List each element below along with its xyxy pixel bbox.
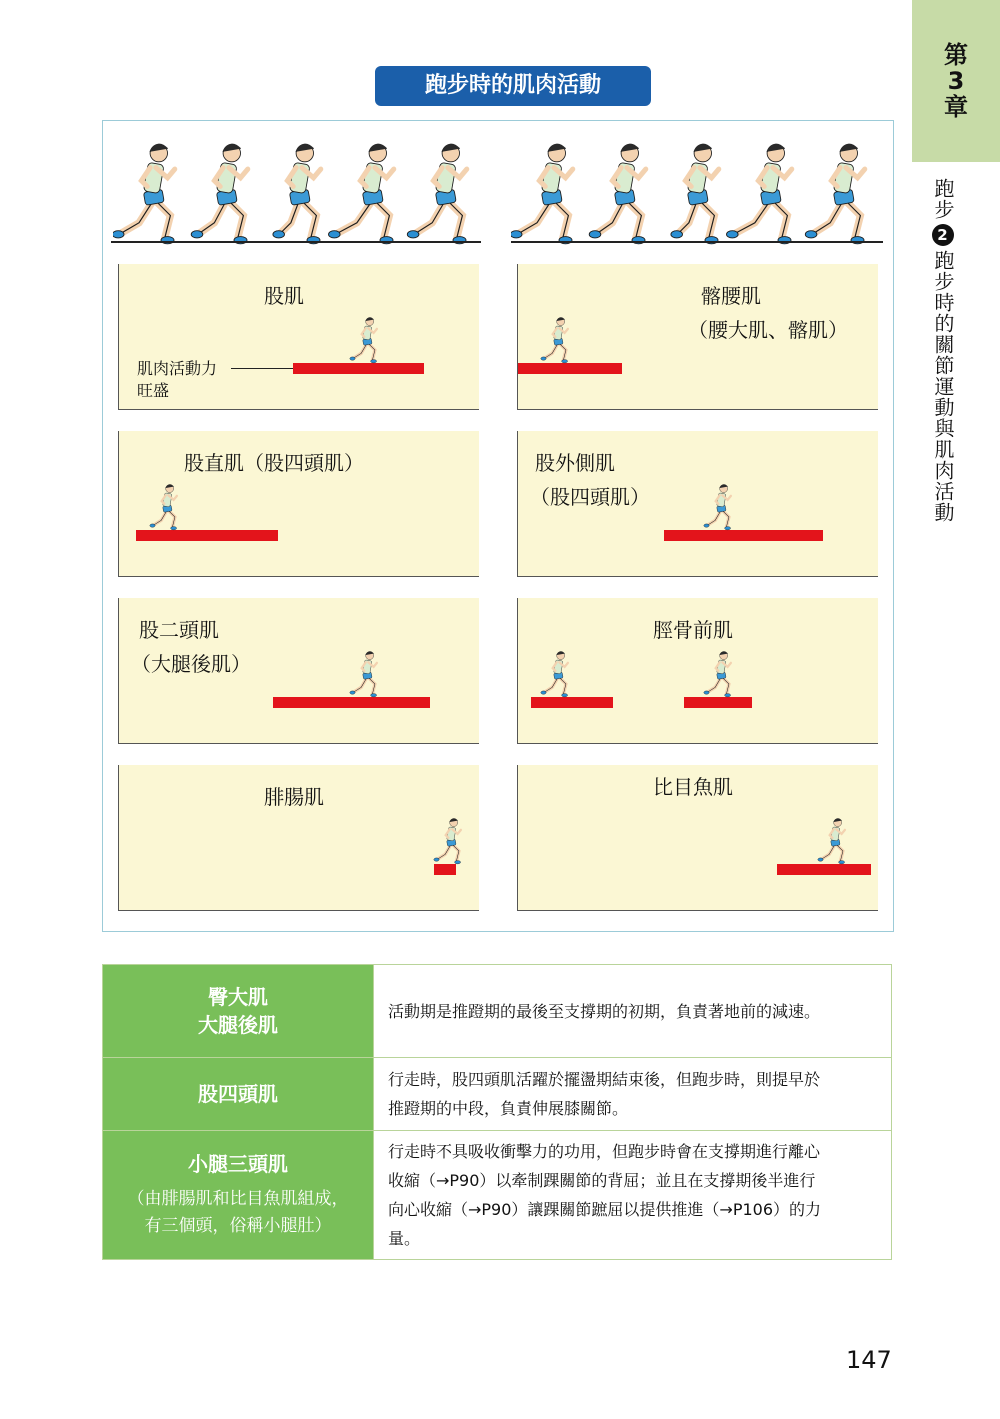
row-header xyxy=(103,1131,374,1260)
runner-figure xyxy=(350,318,377,363)
chapter-label-2: 3 xyxy=(947,67,965,95)
panel-label: 股直肌（股四頭肌） xyxy=(184,451,364,475)
panel-label: 腓腸肌 xyxy=(264,785,324,809)
runner-figure xyxy=(273,144,321,243)
note-leader-line xyxy=(231,368,293,369)
row-header-line1: 股四頭肌 xyxy=(198,1082,278,1106)
figure-title: 跑步時的肌肉活動 xyxy=(375,66,651,106)
panel-label-secondary: （股四頭肌） xyxy=(530,485,650,509)
runner-icon xyxy=(431,817,471,867)
runner-icon xyxy=(538,316,578,366)
section-number-badge: 2 xyxy=(932,224,954,246)
panel-tibialis-anterior xyxy=(517,598,878,744)
chapter-tab xyxy=(912,0,1000,162)
panel-label: 比目魚肌 xyxy=(653,775,733,799)
runner-figure xyxy=(407,144,466,243)
runner-icon xyxy=(347,650,387,700)
ground-line-right xyxy=(511,241,883,243)
panel-label: 髂腰肌 xyxy=(701,284,761,308)
runner-figure xyxy=(150,485,177,530)
row-body xyxy=(374,1058,892,1131)
activity-note-line1: 肌肉活動力 xyxy=(137,359,218,378)
runner-figure xyxy=(541,652,568,697)
row-header-sub-line1: （由腓腸肌和比目魚肌組成， xyxy=(127,1189,349,1209)
runner-figure xyxy=(350,652,377,697)
table-row xyxy=(103,965,892,1058)
chapter-label-3: 章 xyxy=(944,93,968,121)
row-body-line3: 向心收縮（→P90）讓踝關節蹠屈以提供推進（→P106）的力 xyxy=(388,1200,822,1219)
runner-figure xyxy=(434,819,461,864)
row-body: 活動期是推蹬期的最後至支撐期的初期，負責著地前的減速。 xyxy=(374,965,892,1058)
runner-figure xyxy=(704,652,731,697)
runner-figure xyxy=(727,144,792,243)
runner-figure xyxy=(329,144,394,243)
panel-soleus xyxy=(517,765,878,911)
runner-figure xyxy=(113,144,175,243)
muscle-activity-figure xyxy=(102,120,894,932)
row-header-sub xyxy=(103,1186,373,1240)
runner-figure xyxy=(805,144,864,243)
runner-figure xyxy=(818,819,845,864)
row-header-line2: 大腿後肌 xyxy=(198,1013,278,1037)
runner-figure xyxy=(191,144,248,243)
runner-figure xyxy=(671,144,719,243)
row-body xyxy=(374,1131,892,1260)
section-title-part1: 跑步 xyxy=(931,178,955,220)
runner-sequence-right xyxy=(511,139,883,249)
panel-gastrocnemius xyxy=(118,765,479,911)
panel-label-secondary: （腰大肌、髂肌） xyxy=(688,318,848,342)
runner-icon xyxy=(701,483,741,533)
runner-icon xyxy=(701,650,741,700)
panel-vastus-lateralis xyxy=(517,431,878,577)
section-title xyxy=(930,178,956,523)
panel-gluteus xyxy=(118,264,479,410)
table-row xyxy=(103,1058,892,1131)
table-row xyxy=(103,1131,892,1260)
panel-label: 股外側肌 xyxy=(535,451,615,475)
panel-biceps-femoris xyxy=(118,598,479,744)
activity-note-line2: 旺盛 xyxy=(137,381,170,400)
row-header-line1: 臀大肌 xyxy=(208,985,268,1009)
muscle-info-table xyxy=(102,964,892,1260)
row-body-line4: 量。 xyxy=(388,1229,421,1248)
runner-icon xyxy=(347,316,387,366)
activity-note xyxy=(137,358,217,402)
panel-rectus-femoris xyxy=(118,431,479,577)
ground-line-left xyxy=(111,241,481,243)
panel-label: 股二頭肌 xyxy=(139,618,219,642)
row-body-line2: 推蹬期的中段，負責伸展膝關節。 xyxy=(388,1099,629,1118)
runner-figure xyxy=(589,144,646,243)
chapter-label-1: 第 xyxy=(944,41,968,69)
runner-figure xyxy=(541,318,568,363)
row-body-line1: 行走時，股四頭肌活躍於擺盪期結束後，但跑步時，則提早於 xyxy=(388,1070,821,1089)
row-header-line1: 小腿三頭肌 xyxy=(188,1152,288,1176)
row-body-line2: 收縮（→P90）以牽制踝關節的背屈；並且在支撐期後半進行 xyxy=(388,1171,816,1190)
page-number: 147 xyxy=(846,1346,892,1374)
runner-icon xyxy=(147,483,187,533)
runner-sequence-left xyxy=(113,139,483,249)
row-body-line1: 行走時不具吸收衝擊力的功用，但跑步時會在支撐期進行離心 xyxy=(388,1142,821,1161)
runner-icon xyxy=(538,650,578,700)
panel-iliopsoas xyxy=(517,264,878,410)
row-header-sub-line2: 有三個頭，俗稱小腿肚） xyxy=(144,1216,332,1236)
panel-label: 脛骨前肌 xyxy=(653,618,733,642)
panel-label-secondary: （大腿後肌） xyxy=(131,652,251,676)
runner-icon xyxy=(815,817,855,867)
runner-figure xyxy=(704,485,731,530)
runner-figure xyxy=(511,144,573,243)
activity-bar xyxy=(664,530,823,541)
section-title-part2: 跑步時的關節運動與肌肉活動 xyxy=(931,250,955,523)
row-header xyxy=(103,965,374,1058)
panel-label: 股肌 xyxy=(264,284,304,308)
row-header xyxy=(103,1058,374,1131)
